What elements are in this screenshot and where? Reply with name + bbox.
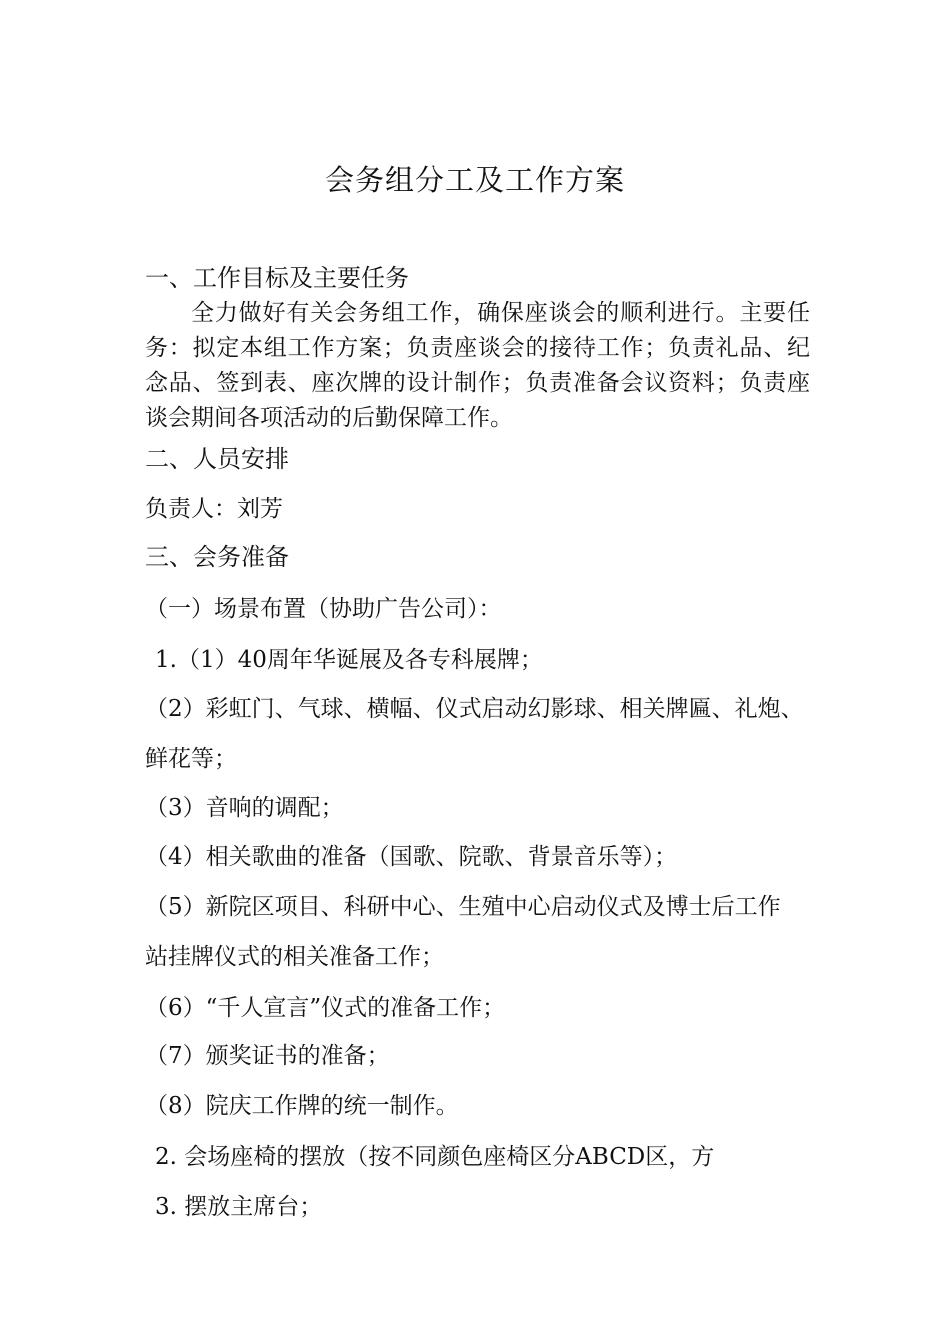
document-title: 会务组分工及工作方案 — [324, 163, 625, 197]
list-item: （5）新院区项目、科研中心、生殖中心启动仪式及博士后工作 — [145, 894, 781, 920]
list-item: 3. 摆放主席台； — [155, 1194, 323, 1220]
section-1-paragraph: 全力做好有关会务组工作，确保座谈会的顺利进行。主要任务：拟定本组工作方案；负责座谈会的接待工作；负责礼品、纪念品、签到表、座次牌的设计制作；负责准备会议资料；负责座谈会期间各项活动的后勤保障工作。 — [145, 300, 810, 431]
list-item: 2. 会场座椅的摆放（按不同颜色座椅区分ABCD区，方 — [155, 1144, 715, 1170]
section-3-heading: 三、会务准备 — [145, 543, 289, 571]
list-item: （2）彩虹门、气球、横幅、仪式启动幻影球、相关牌匾、礼炮、 — [145, 696, 804, 722]
section-1-heading: 一、工作目标及主要任务 — [145, 264, 409, 292]
list-item: （4）相关歌曲的准备（国歌、院歌、背景音乐等）； — [145, 844, 678, 870]
list-item: 站挂牌仪式的相关准备工作； — [145, 944, 444, 970]
subsection-scene-layout: （一）场景布置（协助广告公司）： — [145, 596, 502, 622]
section-2-heading: 二、人员安排 — [145, 445, 289, 473]
list-item: （8）院庆工作牌的统一制作。 — [145, 1093, 459, 1119]
list-item: 1.（1）40周年华诞展及各专科展牌； — [155, 647, 543, 673]
list-item: 鲜花等； — [145, 746, 237, 772]
person-in-charge: 负责人：刘芳 — [145, 496, 283, 522]
list-item: （3）音响的调配； — [145, 795, 344, 821]
list-item: （6）“千人宣言”仪式的准备工作； — [145, 995, 506, 1021]
list-item: （7）颁奖证书的准备； — [145, 1043, 390, 1069]
